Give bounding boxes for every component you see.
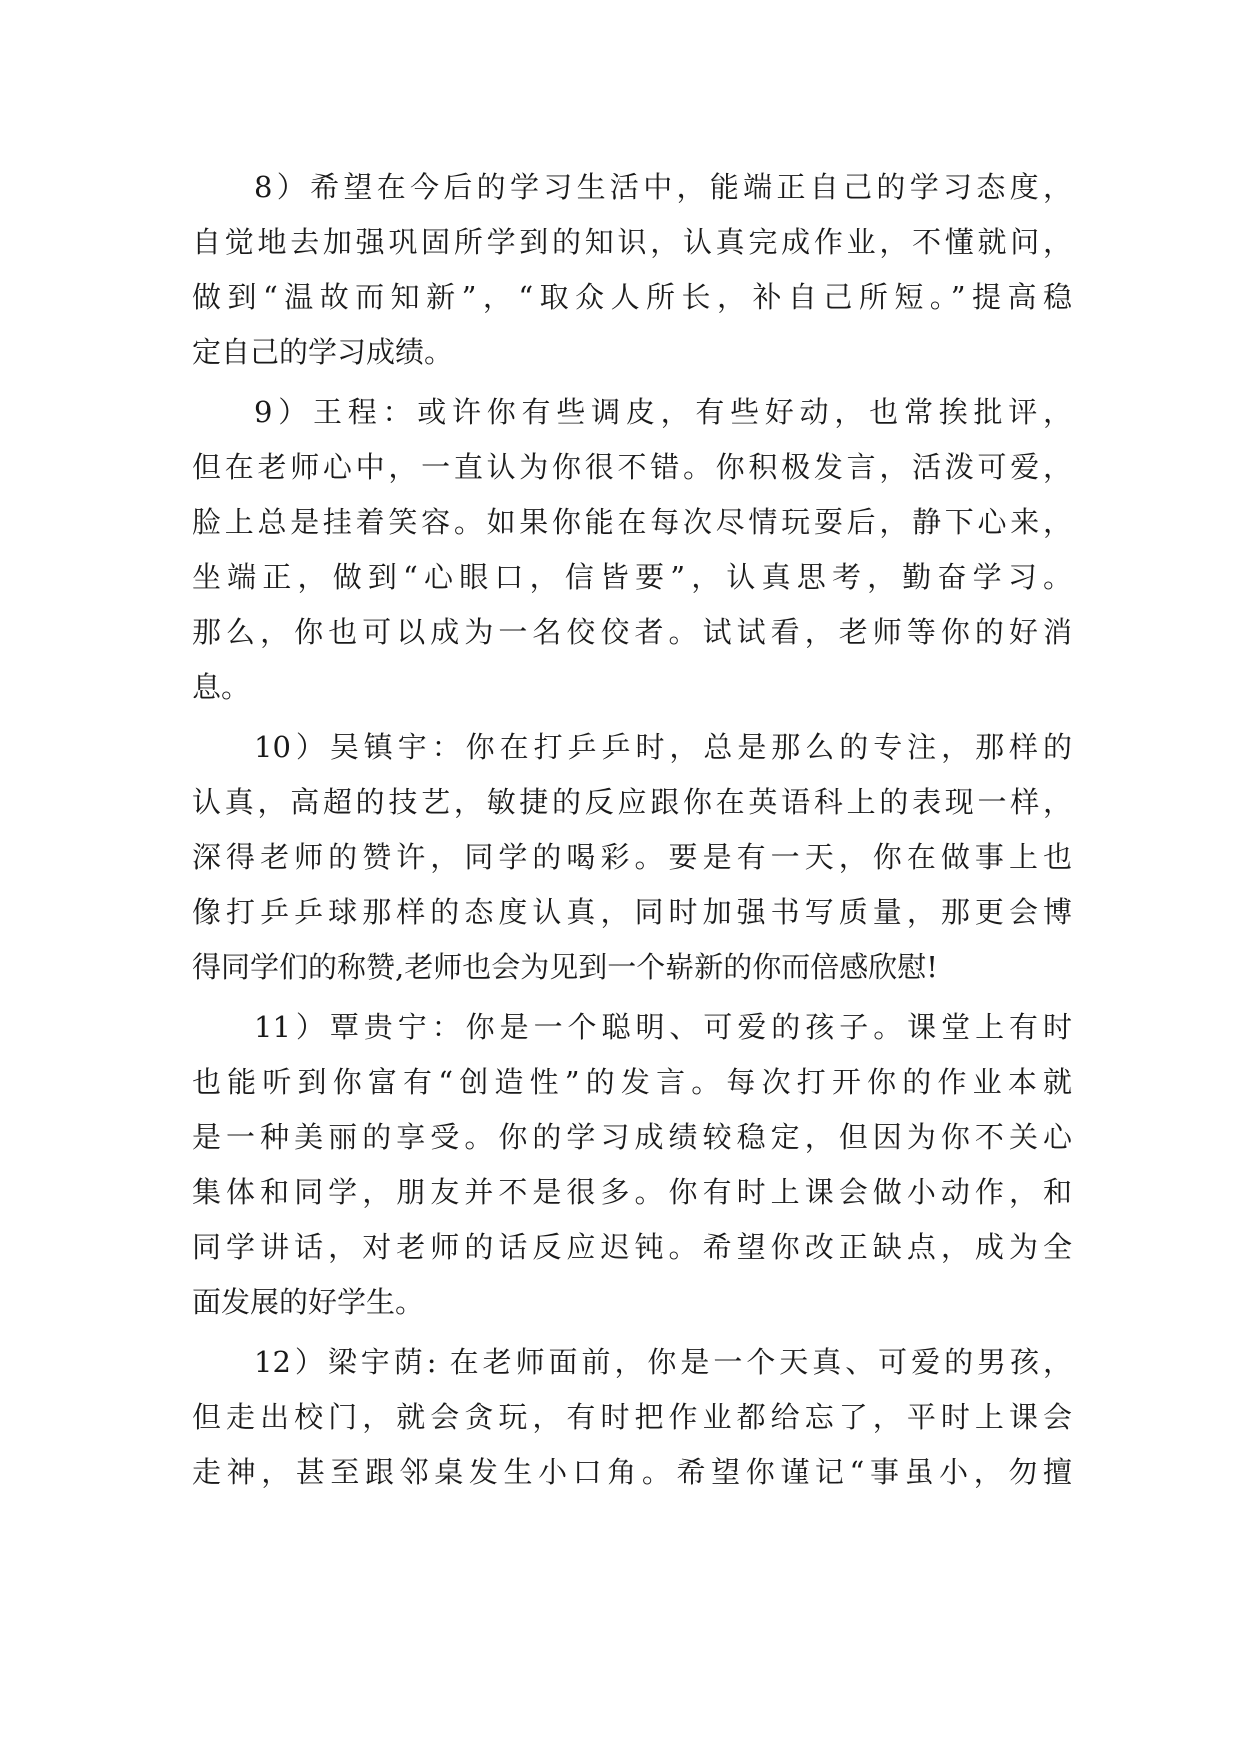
text-line: 11）覃贵宁：你是一个聪明、可爱的孩子。课堂上有时 [254, 1010, 1072, 1044]
text-line: 9）王程：或许你有些调皮，有些好动，也常挨批评， [254, 395, 1072, 429]
paragraph-9 [192, 385, 1072, 715]
text-line: 息。 [192, 670, 251, 704]
text-line: 走神，甚至跟邻桌发生小口角。希望你谨记“事虽小，勿擅 [192, 1455, 1072, 1489]
text-line: 但在老师心中，一直认为你很不错。你积极发言，活泼可爱， [192, 450, 1072, 484]
text-line: 12）梁宇荫: 在老师面前，你是一个天真、可爱的男孩， [254, 1345, 1072, 1379]
text-line: 得同学们的称赞,老师也会为见到一个崭新的你而倍感欣慰! [192, 950, 938, 984]
text-line: 面发展的好学生。 [192, 1285, 425, 1319]
document-body [192, 160, 1072, 1500]
paragraph-11 [192, 1000, 1072, 1330]
text-line: 但走出校门，就会贪玩，有时把作业都给忘了，平时上课会 [192, 1400, 1072, 1434]
paragraph-8 [192, 160, 1072, 380]
text-line: 脸上总是挂着笑容。如果你能在每次尽情玩耍后，静下心来， [192, 505, 1072, 539]
text-line: 那么，你也可以成为一名佼佼者。试试看，老师等你的好消 [192, 615, 1072, 649]
text-line: 像打乒乒球那样的态度认真，同时加强书写质量，那更会博 [192, 895, 1072, 929]
text-line: 深得老师的赞许，同学的喝彩。要是有一天，你在做事上也 [192, 840, 1072, 874]
text-line: 8）希望在今后的学习生活中，能端正自己的学习态度， [254, 170, 1072, 204]
text-line: 自觉地去加强巩固所学到的知识，认真完成作业，不懂就问， [192, 225, 1072, 259]
paragraph-12 [192, 1335, 1072, 1500]
text-line: 认真，高超的技艺，敏捷的反应跟你在英语科上的表现一样， [192, 785, 1072, 819]
text-line: 做到“温故而知新”，“取众人所长，补自己所短。”提高稳 [192, 280, 1072, 314]
text-line: 是一种美丽的享受。你的学习成绩较稳定，但因为你不关心 [192, 1120, 1072, 1154]
text-line: 也能听到你富有“创造性”的发言。每次打开你的作业本就 [192, 1065, 1072, 1099]
text-line: 10）吴镇宇：你在打乒乒时，总是那么的专注，那样的 [254, 730, 1072, 764]
paragraph-10 [192, 720, 1072, 995]
text-line: 同学讲话，对老师的话反应迟钝。希望你改正缺点，成为全 [192, 1230, 1072, 1264]
text-line: 坐端正，做到“心眼口，信皆要”，认真思考，勤奋学习。 [192, 560, 1072, 594]
text-line: 集体和同学，朋友并不是很多。你有时上课会做小动作，和 [192, 1175, 1072, 1209]
text-line: 定自己的学习成绩。 [192, 335, 454, 369]
